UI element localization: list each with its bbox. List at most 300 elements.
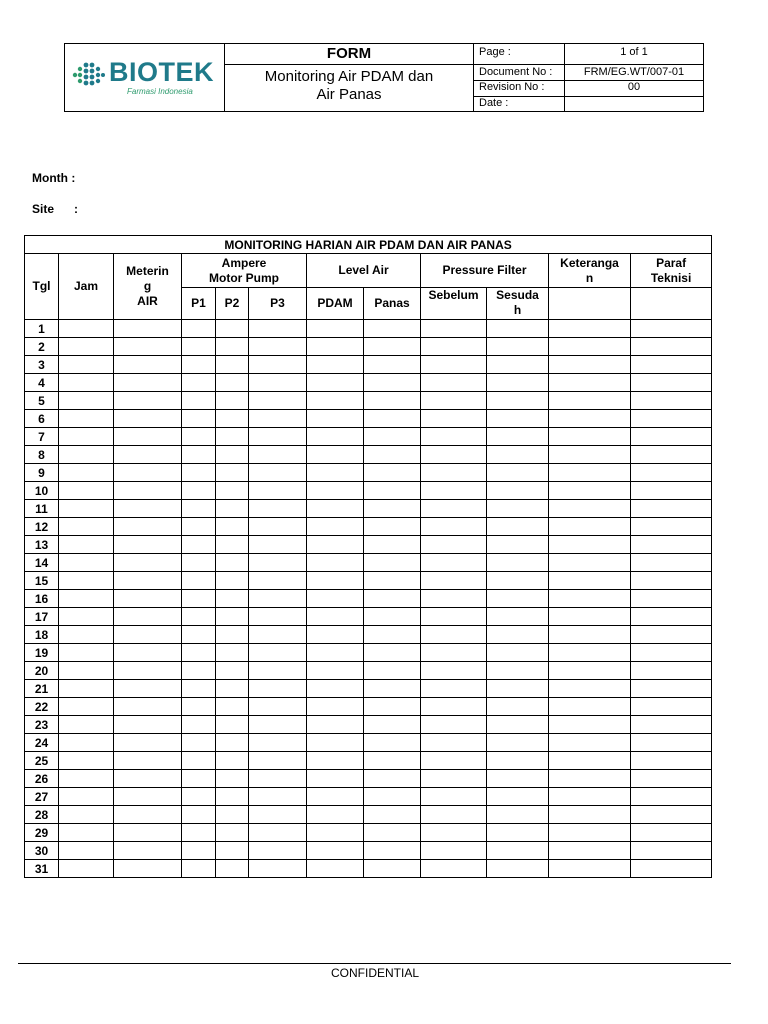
cell-keterangan[interactable]: [549, 752, 631, 770]
cell-p1[interactable]: [182, 500, 216, 518]
cell-metering[interactable]: [114, 734, 182, 752]
cell-panas[interactable]: [364, 734, 421, 752]
cell-pdam[interactable]: [307, 698, 364, 716]
cell-jam[interactable]: [59, 446, 114, 464]
cell-keterangan[interactable]: [549, 482, 631, 500]
cell-pdam[interactable]: [307, 338, 364, 356]
cell-sebelum[interactable]: [421, 500, 487, 518]
cell-p2[interactable]: [216, 374, 249, 392]
cell-metering[interactable]: [114, 806, 182, 824]
cell-p1[interactable]: [182, 644, 216, 662]
cell-p1[interactable]: [182, 518, 216, 536]
cell-p2[interactable]: [216, 464, 249, 482]
cell-paraf[interactable]: [631, 698, 712, 716]
cell-p1[interactable]: [182, 320, 216, 338]
cell-metering[interactable]: [114, 320, 182, 338]
cell-keterangan[interactable]: [549, 374, 631, 392]
cell-keterangan[interactable]: [549, 662, 631, 680]
cell-panas[interactable]: [364, 446, 421, 464]
cell-panas[interactable]: [364, 698, 421, 716]
cell-panas[interactable]: [364, 464, 421, 482]
cell-sebelum[interactable]: [421, 356, 487, 374]
cell-p3[interactable]: [249, 608, 307, 626]
cell-sebelum[interactable]: [421, 428, 487, 446]
cell-metering[interactable]: [114, 464, 182, 482]
cell-metering[interactable]: [114, 338, 182, 356]
cell-keterangan[interactable]: [549, 410, 631, 428]
cell-p3[interactable]: [249, 374, 307, 392]
cell-sesudah[interactable]: [487, 626, 549, 644]
cell-p2[interactable]: [216, 734, 249, 752]
cell-sesudah[interactable]: [487, 338, 549, 356]
cell-pdam[interactable]: [307, 824, 364, 842]
cell-paraf[interactable]: [631, 500, 712, 518]
cell-jam[interactable]: [59, 626, 114, 644]
cell-panas[interactable]: [364, 554, 421, 572]
cell-jam[interactable]: [59, 770, 114, 788]
cell-paraf[interactable]: [631, 734, 712, 752]
cell-jam[interactable]: [59, 392, 114, 410]
cell-p1[interactable]: [182, 860, 216, 878]
cell-pdam[interactable]: [307, 734, 364, 752]
cell-sebelum[interactable]: [421, 554, 487, 572]
cell-paraf[interactable]: [631, 554, 712, 572]
cell-p1[interactable]: [182, 446, 216, 464]
cell-p2[interactable]: [216, 716, 249, 734]
cell-keterangan[interactable]: [549, 860, 631, 878]
cell-p2[interactable]: [216, 608, 249, 626]
cell-p3[interactable]: [249, 572, 307, 590]
cell-sesudah[interactable]: [487, 482, 549, 500]
cell-p1[interactable]: [182, 590, 216, 608]
cell-sebelum[interactable]: [421, 716, 487, 734]
cell-paraf[interactable]: [631, 320, 712, 338]
cell-p2[interactable]: [216, 590, 249, 608]
cell-metering[interactable]: [114, 500, 182, 518]
cell-p3[interactable]: [249, 626, 307, 644]
cell-sesudah[interactable]: [487, 410, 549, 428]
cell-p1[interactable]: [182, 752, 216, 770]
cell-metering[interactable]: [114, 626, 182, 644]
cell-metering[interactable]: [114, 770, 182, 788]
cell-jam[interactable]: [59, 662, 114, 680]
cell-jam[interactable]: [59, 428, 114, 446]
cell-sesudah[interactable]: [487, 716, 549, 734]
cell-jam[interactable]: [59, 518, 114, 536]
cell-jam[interactable]: [59, 482, 114, 500]
cell-paraf[interactable]: [631, 770, 712, 788]
cell-keterangan[interactable]: [549, 698, 631, 716]
cell-jam[interactable]: [59, 860, 114, 878]
cell-metering[interactable]: [114, 410, 182, 428]
cell-pdam[interactable]: [307, 536, 364, 554]
cell-jam[interactable]: [59, 554, 114, 572]
cell-p1[interactable]: [182, 338, 216, 356]
cell-panas[interactable]: [364, 500, 421, 518]
cell-keterangan[interactable]: [549, 788, 631, 806]
cell-p2[interactable]: [216, 446, 249, 464]
cell-pdam[interactable]: [307, 608, 364, 626]
cell-sesudah[interactable]: [487, 356, 549, 374]
cell-p2[interactable]: [216, 518, 249, 536]
cell-metering[interactable]: [114, 608, 182, 626]
cell-sesudah[interactable]: [487, 428, 549, 446]
cell-sebelum[interactable]: [421, 644, 487, 662]
cell-pdam[interactable]: [307, 428, 364, 446]
cell-keterangan[interactable]: [549, 716, 631, 734]
cell-sebelum[interactable]: [421, 410, 487, 428]
cell-jam[interactable]: [59, 680, 114, 698]
cell-sebelum[interactable]: [421, 590, 487, 608]
cell-keterangan[interactable]: [549, 320, 631, 338]
cell-keterangan[interactable]: [549, 608, 631, 626]
cell-p3[interactable]: [249, 752, 307, 770]
cell-sesudah[interactable]: [487, 464, 549, 482]
cell-pdam[interactable]: [307, 788, 364, 806]
cell-p3[interactable]: [249, 662, 307, 680]
cell-jam[interactable]: [59, 410, 114, 428]
cell-pdam[interactable]: [307, 482, 364, 500]
cell-p3[interactable]: [249, 590, 307, 608]
cell-paraf[interactable]: [631, 482, 712, 500]
cell-pdam[interactable]: [307, 860, 364, 878]
cell-sesudah[interactable]: [487, 590, 549, 608]
cell-pdam[interactable]: [307, 842, 364, 860]
cell-p2[interactable]: [216, 356, 249, 374]
cell-paraf[interactable]: [631, 860, 712, 878]
cell-sebelum[interactable]: [421, 770, 487, 788]
cell-panas[interactable]: [364, 338, 421, 356]
cell-keterangan[interactable]: [549, 356, 631, 374]
cell-paraf[interactable]: [631, 374, 712, 392]
cell-keterangan[interactable]: [549, 554, 631, 572]
cell-jam[interactable]: [59, 464, 114, 482]
cell-keterangan[interactable]: [549, 626, 631, 644]
cell-paraf[interactable]: [631, 536, 712, 554]
cell-keterangan[interactable]: [549, 806, 631, 824]
cell-metering[interactable]: [114, 698, 182, 716]
cell-paraf[interactable]: [631, 662, 712, 680]
cell-keterangan[interactable]: [549, 392, 631, 410]
cell-metering[interactable]: [114, 590, 182, 608]
cell-sebelum[interactable]: [421, 392, 487, 410]
cell-p1[interactable]: [182, 464, 216, 482]
cell-p3[interactable]: [249, 842, 307, 860]
cell-pdam[interactable]: [307, 806, 364, 824]
cell-p2[interactable]: [216, 554, 249, 572]
cell-p2[interactable]: [216, 752, 249, 770]
cell-p1[interactable]: [182, 734, 216, 752]
cell-panas[interactable]: [364, 842, 421, 860]
cell-pdam[interactable]: [307, 770, 364, 788]
cell-sebelum[interactable]: [421, 626, 487, 644]
cell-panas[interactable]: [364, 572, 421, 590]
cell-jam[interactable]: [59, 572, 114, 590]
cell-sesudah[interactable]: [487, 698, 549, 716]
cell-panas[interactable]: [364, 680, 421, 698]
cell-sesudah[interactable]: [487, 500, 549, 518]
cell-p3[interactable]: [249, 734, 307, 752]
cell-sebelum[interactable]: [421, 842, 487, 860]
cell-p1[interactable]: [182, 374, 216, 392]
cell-p1[interactable]: [182, 770, 216, 788]
cell-p3[interactable]: [249, 500, 307, 518]
cell-sebelum[interactable]: [421, 536, 487, 554]
cell-panas[interactable]: [364, 374, 421, 392]
cell-p1[interactable]: [182, 428, 216, 446]
cell-paraf[interactable]: [631, 680, 712, 698]
cell-metering[interactable]: [114, 716, 182, 734]
cell-jam[interactable]: [59, 698, 114, 716]
cell-jam[interactable]: [59, 374, 114, 392]
cell-jam[interactable]: [59, 734, 114, 752]
cell-jam[interactable]: [59, 536, 114, 554]
cell-p3[interactable]: [249, 518, 307, 536]
cell-sebelum[interactable]: [421, 320, 487, 338]
cell-p1[interactable]: [182, 716, 216, 734]
cell-p1[interactable]: [182, 572, 216, 590]
cell-panas[interactable]: [364, 806, 421, 824]
cell-metering[interactable]: [114, 788, 182, 806]
cell-keterangan[interactable]: [549, 734, 631, 752]
cell-sebelum[interactable]: [421, 608, 487, 626]
cell-p1[interactable]: [182, 410, 216, 428]
cell-jam[interactable]: [59, 752, 114, 770]
cell-keterangan[interactable]: [549, 464, 631, 482]
cell-sesudah[interactable]: [487, 554, 549, 572]
cell-jam[interactable]: [59, 338, 114, 356]
cell-paraf[interactable]: [631, 752, 712, 770]
cell-panas[interactable]: [364, 428, 421, 446]
cell-p2[interactable]: [216, 320, 249, 338]
cell-pdam[interactable]: [307, 410, 364, 428]
cell-sesudah[interactable]: [487, 392, 549, 410]
cell-p2[interactable]: [216, 428, 249, 446]
cell-p1[interactable]: [182, 698, 216, 716]
cell-metering[interactable]: [114, 356, 182, 374]
cell-p2[interactable]: [216, 572, 249, 590]
cell-p1[interactable]: [182, 356, 216, 374]
cell-sebelum[interactable]: [421, 338, 487, 356]
cell-p1[interactable]: [182, 626, 216, 644]
cell-p1[interactable]: [182, 824, 216, 842]
cell-metering[interactable]: [114, 554, 182, 572]
cell-panas[interactable]: [364, 788, 421, 806]
cell-paraf[interactable]: [631, 392, 712, 410]
cell-panas[interactable]: [364, 356, 421, 374]
cell-metering[interactable]: [114, 518, 182, 536]
cell-p2[interactable]: [216, 698, 249, 716]
cell-sesudah[interactable]: [487, 608, 549, 626]
cell-p3[interactable]: [249, 644, 307, 662]
cell-pdam[interactable]: [307, 554, 364, 572]
cell-jam[interactable]: [59, 806, 114, 824]
cell-metering[interactable]: [114, 752, 182, 770]
cell-p1[interactable]: [182, 482, 216, 500]
cell-metering[interactable]: [114, 482, 182, 500]
cell-p2[interactable]: [216, 842, 249, 860]
cell-p2[interactable]: [216, 500, 249, 518]
cell-paraf[interactable]: [631, 410, 712, 428]
cell-panas[interactable]: [364, 626, 421, 644]
cell-paraf[interactable]: [631, 428, 712, 446]
cell-jam[interactable]: [59, 590, 114, 608]
cell-keterangan[interactable]: [549, 680, 631, 698]
cell-p2[interactable]: [216, 770, 249, 788]
cell-paraf[interactable]: [631, 842, 712, 860]
cell-p3[interactable]: [249, 446, 307, 464]
cell-panas[interactable]: [364, 824, 421, 842]
cell-p1[interactable]: [182, 392, 216, 410]
cell-sebelum[interactable]: [421, 482, 487, 500]
cell-p2[interactable]: [216, 860, 249, 878]
cell-panas[interactable]: [364, 608, 421, 626]
cell-jam[interactable]: [59, 608, 114, 626]
cell-metering[interactable]: [114, 644, 182, 662]
cell-jam[interactable]: [59, 824, 114, 842]
cell-sesudah[interactable]: [487, 536, 549, 554]
cell-panas[interactable]: [364, 662, 421, 680]
cell-p3[interactable]: [249, 428, 307, 446]
cell-keterangan[interactable]: [549, 536, 631, 554]
cell-p3[interactable]: [249, 482, 307, 500]
cell-metering[interactable]: [114, 392, 182, 410]
cell-pdam[interactable]: [307, 320, 364, 338]
cell-p3[interactable]: [249, 392, 307, 410]
cell-p2[interactable]: [216, 662, 249, 680]
cell-sebelum[interactable]: [421, 806, 487, 824]
cell-panas[interactable]: [364, 860, 421, 878]
cell-sebelum[interactable]: [421, 734, 487, 752]
cell-pdam[interactable]: [307, 572, 364, 590]
cell-p3[interactable]: [249, 536, 307, 554]
cell-metering[interactable]: [114, 374, 182, 392]
cell-pdam[interactable]: [307, 446, 364, 464]
cell-sebelum[interactable]: [421, 662, 487, 680]
cell-sesudah[interactable]: [487, 860, 549, 878]
cell-panas[interactable]: [364, 392, 421, 410]
cell-keterangan[interactable]: [549, 518, 631, 536]
cell-keterangan[interactable]: [549, 770, 631, 788]
cell-sesudah[interactable]: [487, 662, 549, 680]
cell-p3[interactable]: [249, 716, 307, 734]
cell-panas[interactable]: [364, 518, 421, 536]
cell-p1[interactable]: [182, 680, 216, 698]
cell-pdam[interactable]: [307, 500, 364, 518]
cell-metering[interactable]: [114, 572, 182, 590]
cell-p3[interactable]: [249, 824, 307, 842]
cell-keterangan[interactable]: [549, 446, 631, 464]
cell-p2[interactable]: [216, 824, 249, 842]
cell-paraf[interactable]: [631, 446, 712, 464]
cell-paraf[interactable]: [631, 608, 712, 626]
cell-p2[interactable]: [216, 536, 249, 554]
cell-p1[interactable]: [182, 536, 216, 554]
cell-p3[interactable]: [249, 464, 307, 482]
cell-keterangan[interactable]: [549, 500, 631, 518]
cell-paraf[interactable]: [631, 824, 712, 842]
cell-panas[interactable]: [364, 536, 421, 554]
cell-metering[interactable]: [114, 680, 182, 698]
cell-keterangan[interactable]: [549, 590, 631, 608]
cell-p2[interactable]: [216, 338, 249, 356]
cell-pdam[interactable]: [307, 662, 364, 680]
cell-p3[interactable]: [249, 860, 307, 878]
cell-keterangan[interactable]: [549, 428, 631, 446]
cell-p3[interactable]: [249, 806, 307, 824]
cell-paraf[interactable]: [631, 644, 712, 662]
cell-keterangan[interactable]: [549, 842, 631, 860]
cell-p3[interactable]: [249, 356, 307, 374]
cell-panas[interactable]: [364, 752, 421, 770]
cell-pdam[interactable]: [307, 392, 364, 410]
cell-paraf[interactable]: [631, 356, 712, 374]
cell-sebelum[interactable]: [421, 752, 487, 770]
cell-p1[interactable]: [182, 806, 216, 824]
cell-panas[interactable]: [364, 410, 421, 428]
cell-sesudah[interactable]: [487, 770, 549, 788]
cell-keterangan[interactable]: [549, 644, 631, 662]
cell-paraf[interactable]: [631, 518, 712, 536]
cell-p1[interactable]: [182, 842, 216, 860]
cell-pdam[interactable]: [307, 518, 364, 536]
cell-sesudah[interactable]: [487, 824, 549, 842]
cell-sesudah[interactable]: [487, 644, 549, 662]
cell-jam[interactable]: [59, 500, 114, 518]
cell-p2[interactable]: [216, 626, 249, 644]
cell-panas[interactable]: [364, 320, 421, 338]
cell-paraf[interactable]: [631, 626, 712, 644]
cell-sesudah[interactable]: [487, 518, 549, 536]
cell-p1[interactable]: [182, 554, 216, 572]
cell-jam[interactable]: [59, 788, 114, 806]
cell-jam[interactable]: [59, 356, 114, 374]
cell-metering[interactable]: [114, 860, 182, 878]
cell-sebelum[interactable]: [421, 680, 487, 698]
cell-sesudah[interactable]: [487, 734, 549, 752]
cell-metering[interactable]: [114, 662, 182, 680]
cell-p2[interactable]: [216, 410, 249, 428]
cell-jam[interactable]: [59, 644, 114, 662]
cell-sebelum[interactable]: [421, 572, 487, 590]
cell-pdam[interactable]: [307, 680, 364, 698]
cell-sesudah[interactable]: [487, 806, 549, 824]
cell-keterangan[interactable]: [549, 338, 631, 356]
cell-pdam[interactable]: [307, 644, 364, 662]
cell-pdam[interactable]: [307, 626, 364, 644]
cell-paraf[interactable]: [631, 788, 712, 806]
cell-p2[interactable]: [216, 806, 249, 824]
cell-p2[interactable]: [216, 788, 249, 806]
cell-metering[interactable]: [114, 428, 182, 446]
cell-metering[interactable]: [114, 446, 182, 464]
cell-sebelum[interactable]: [421, 698, 487, 716]
cell-sebelum[interactable]: [421, 374, 487, 392]
cell-keterangan[interactable]: [549, 572, 631, 590]
cell-p2[interactable]: [216, 680, 249, 698]
cell-jam[interactable]: [59, 842, 114, 860]
cell-sesudah[interactable]: [487, 320, 549, 338]
cell-paraf[interactable]: [631, 572, 712, 590]
cell-p3[interactable]: [249, 410, 307, 428]
cell-keterangan[interactable]: [549, 824, 631, 842]
cell-sesudah[interactable]: [487, 446, 549, 464]
cell-metering[interactable]: [114, 824, 182, 842]
cell-pdam[interactable]: [307, 590, 364, 608]
cell-panas[interactable]: [364, 482, 421, 500]
cell-p3[interactable]: [249, 320, 307, 338]
cell-sebelum[interactable]: [421, 464, 487, 482]
